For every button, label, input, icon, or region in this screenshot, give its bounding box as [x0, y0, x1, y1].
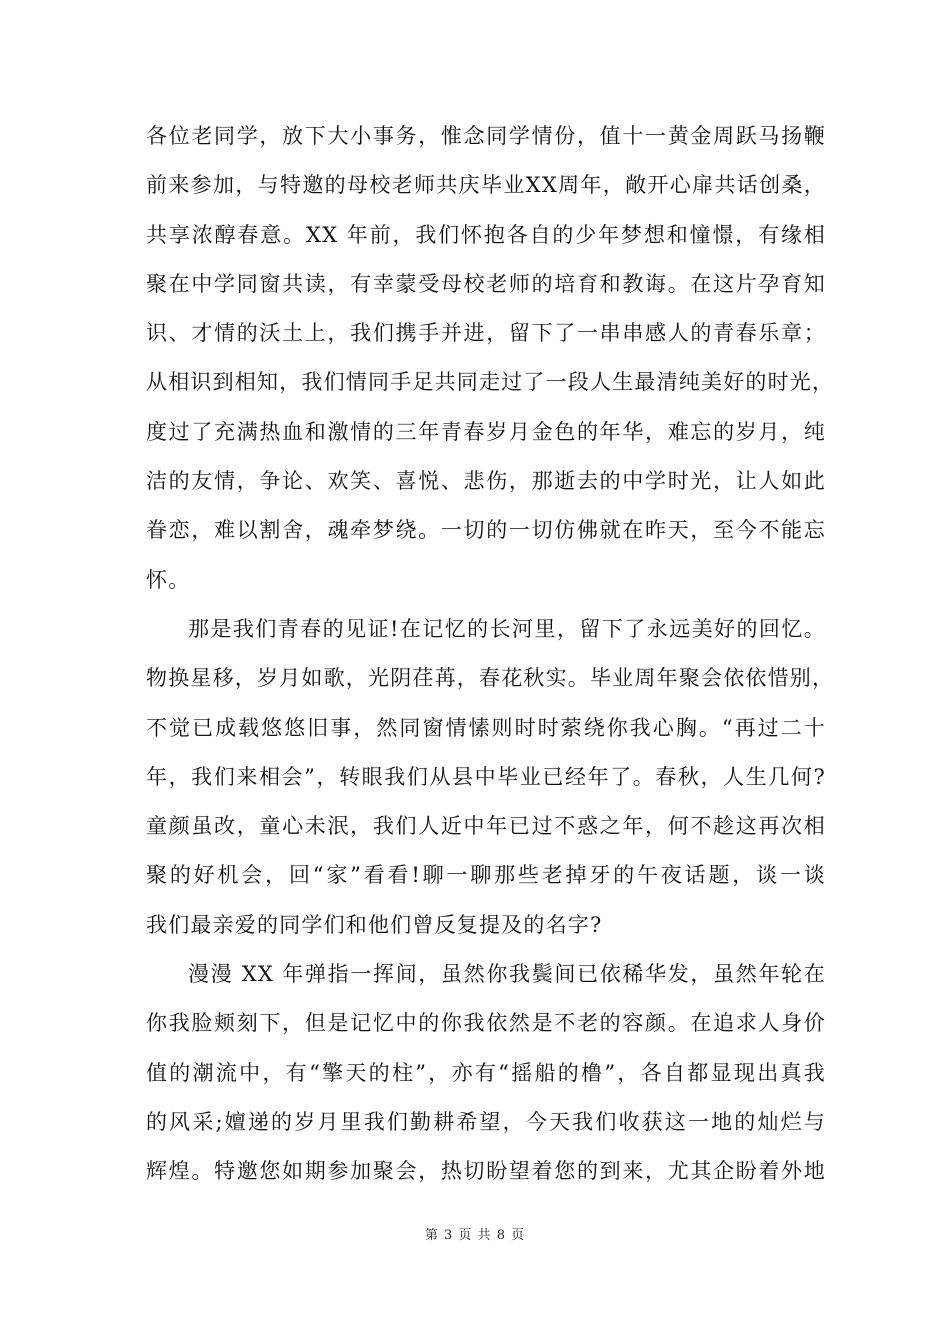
text-line: 度过了充满热血和激情的三年青春岁月金色的年华，难忘的岁月，纯 — [146, 419, 826, 444]
text-line: 值的潮流中，有“擎天的柱”，亦有“摇船的橹”，各自都显现出真我 — [146, 1060, 826, 1085]
text-line: 怀。 — [146, 567, 191, 592]
body-text — [146, 112, 835, 1197]
text-line: 物换星移，岁月如歌，光阴荏苒，春花秋实。毕业周年聚会依依惜别， — [146, 666, 835, 691]
text-line: 聚的好机会，回“家”看看!聊一聊那些老掉牙的午夜话题，谈一谈 — [146, 863, 826, 888]
text-line: 各位老同学，放下大小事务，惟念同学情份，值十一黄金周跃马扬鞭 — [146, 124, 826, 148]
text-line: 你我脸颊刻下，但是记忆中的你我依然是不老的容颜。在追求人身价 — [146, 1011, 826, 1036]
text-line: 从相识到相知，我们情同手足共同走过了一段人生最清纯美好的时光， — [146, 370, 835, 395]
text-line: 识、才情的沃土上，我们携手并进，留下了一串串感人的青春乐章； — [146, 321, 826, 346]
text-line: 辉煌。特邀您如期参加聚会，热切盼望着您的到来，尤其企盼着外地 — [146, 1159, 826, 1184]
text-line: 不觉已成载悠悠旧事，然同窗情愫则时时萦绕你我心胸。“再过二十 — [146, 715, 826, 740]
text-line: 前来参加，与特邀的母校老师共庆毕业XX周年，敞开心扉共话创桑， — [146, 173, 826, 198]
text-line: 共享浓醇春意。XX 年前，我们怀抱各自的少年梦想和憧憬，有缘相 — [146, 222, 826, 247]
text-line: 洁的友情，争论、欢笑、喜悦、悲伤，那逝去的中学时光，让人如此 — [146, 469, 826, 494]
text-line: 童颜虽改，童心未泯，我们人近中年已过不惑之年，何不趁这再次相 — [146, 814, 826, 839]
text-line: 的风采;嬗递的岁月里我们勤耕希望，今天我们收获这一地的灿烂与 — [146, 1109, 826, 1134]
text-line: 那是我们青春的见证!在记忆的长河里，留下了永远美好的回忆。 — [188, 616, 826, 641]
text-line: 漫漫 XX 年弹指一挥间，虽然你我鬓间已依稀华发，虽然年轮在 — [188, 962, 826, 987]
text-line: 聚在中学同窗共读，有幸蒙受母校老师的培育和教诲。在这片孕育知 — [146, 271, 826, 296]
text-line: 眷恋，难以割舍，魂牵梦绕。一切的一切仿佛就在昨天，至今不能忘 — [146, 518, 826, 543]
page-footer: 第 3 页 共 8 页 — [424, 1228, 526, 1243]
text-line: 年，我们来相会”，转眼我们从县中毕业已经年了。春秋，人生几何? — [146, 764, 826, 789]
text-line: 我们最亲爱的同学们和他们曾反复提及的名字? — [146, 912, 603, 937]
